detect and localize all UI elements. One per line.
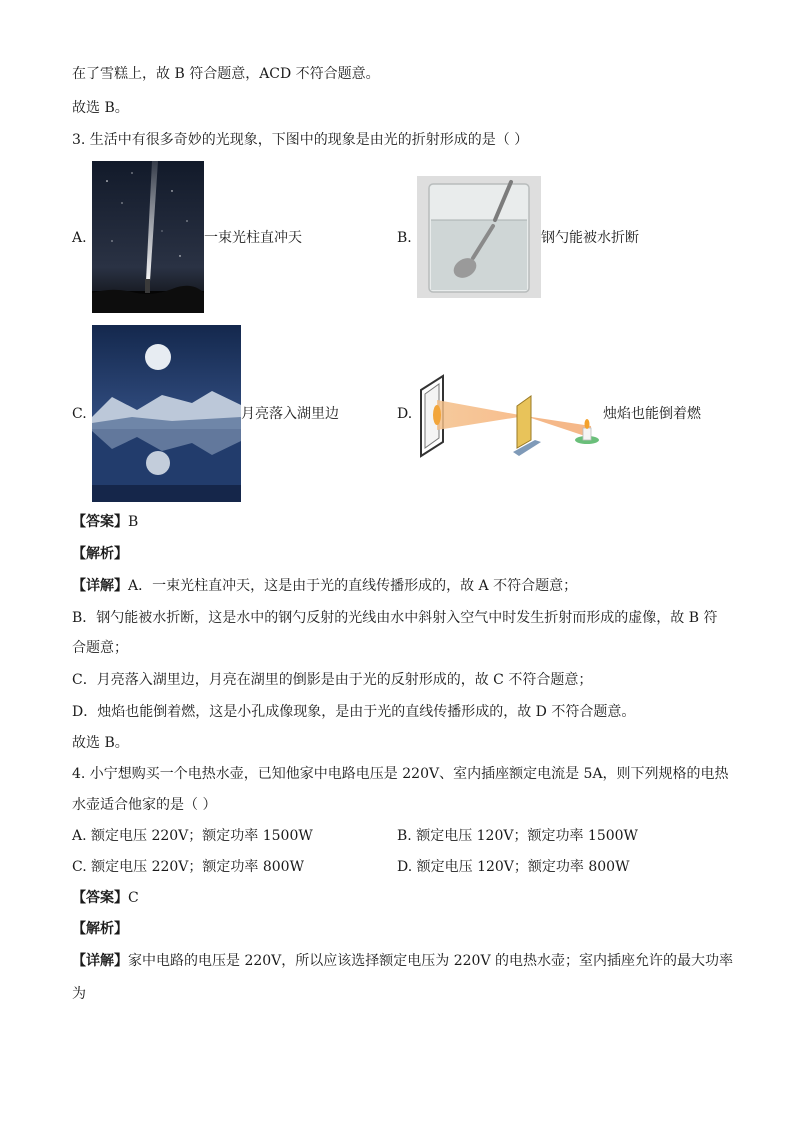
spoon-in-glass-illustration [417, 176, 541, 298]
moon-lake-photo [92, 325, 241, 502]
light-beam-photo [92, 161, 204, 313]
q3-detail-a-text: A．一束光柱直冲天，这是由于光的直线传播形成的，故 A 不符合题意； [128, 578, 578, 594]
q3-detail-b-line-1: B．钢勺能被水折断，这是水中的钢勺反射的光线由水中斜射入空气中时发生折射而形成的虚像，故 B 符 [72, 610, 718, 626]
q4-choice-a: A. 额定电压 220V；额定功率 1500W [72, 828, 313, 844]
q4-detail-line-2: 为 [72, 986, 86, 1002]
q3-analysis-tag: 【解析】 [72, 546, 128, 562]
q3-detail-tag: 【详解】 [72, 578, 128, 594]
q3-conclusion: 故选 B。 [72, 735, 129, 751]
pinhole-camera-diagram [417, 372, 603, 458]
q3-option-c-label: C. [72, 406, 87, 422]
q3-detail-b-line-2: 合题意； [72, 640, 128, 656]
q4-detail-tag: 【详解】 [72, 953, 128, 969]
q4-answer-tag: 【答案】 [72, 890, 128, 906]
q4-choice-c: C. 额定电压 220V；额定功率 800W [72, 859, 304, 875]
q3-option-c-caption: 月亮落入湖里边 [241, 406, 339, 422]
q4-stem-line-2: 水壶适合他家的是（ ） [72, 797, 217, 813]
q4-answer [72, 888, 139, 908]
q3-option-a-caption: 一束光柱直冲天 [204, 230, 302, 246]
q3-option-a-label: A. [72, 230, 87, 246]
q3-detail-d: D．烛焰也能倒着燃，这是小孔成像现象，是由于光的直线传播形成的，故 D 不符合题意。 [72, 704, 636, 720]
q4-answer-value: C [128, 890, 139, 906]
q4-detail-line-1 [72, 951, 733, 971]
q4-choice-d: D. 额定电压 120V；额定功率 800W [397, 859, 630, 875]
q3-answer-value: B [128, 514, 139, 530]
q4-detail-text: 家中电路的电压是 220V，所以应该选择额定电压为 220V 的电热水壶；室内插座允许的最大功率 [128, 953, 734, 969]
q3-detail-c: C．月亮落入湖里边，月亮在湖里的倒影是由于光的反射形成的，故 C 不符合题意； [72, 672, 593, 688]
q4-stem-line-1: 4. 小宁想购买一个电热水壶，已知他家中电路电压是 220V、室内插座额定电流是 5A，则下列规格的电热 [72, 766, 729, 782]
intro-line-1: 在了雪糕上，故 B 符合题意，ACD 不符合题意。 [72, 66, 380, 82]
q3-detail-a [72, 576, 577, 596]
q4-choice-b: B. 额定电压 120V；额定功率 1500W [397, 828, 638, 844]
q3-stem: 3. 生活中有很多奇妙的光现象，下图中的现象是由光的折射形成的是（ ） [72, 132, 529, 148]
pinhole-imaging-illustration [417, 372, 603, 458]
q3-option-b-label: B. [397, 230, 412, 246]
light-beam-illustration [92, 161, 204, 313]
q3-answer-tag: 【答案】 [72, 514, 128, 530]
q4-analysis-tag: 【解析】 [72, 921, 128, 937]
q3-option-d-caption: 烛焰也能倒着燃 [603, 406, 701, 422]
spoon-in-water-photo [417, 176, 541, 298]
q3-option-b-caption: 钢勺能被水折断 [541, 230, 639, 246]
intro-line-2: 故选 B。 [72, 100, 129, 116]
q3-answer [72, 512, 138, 532]
q3-option-d-label: D. [397, 406, 413, 422]
moon-reflection-illustration [92, 325, 241, 502]
